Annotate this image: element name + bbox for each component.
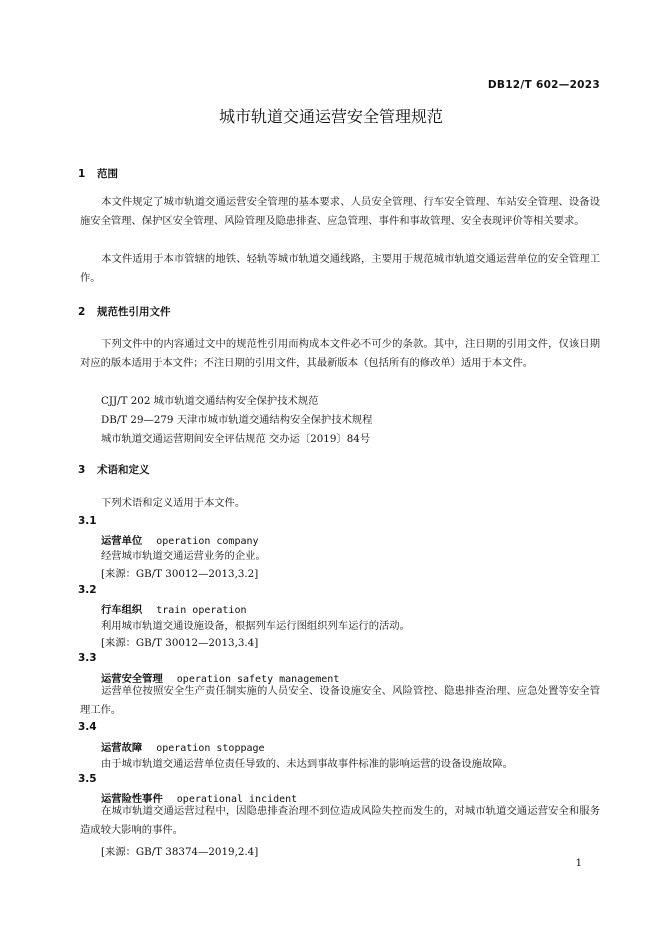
section-title: 规范性引用文件 bbox=[97, 306, 171, 318]
term-number: 3.1 bbox=[78, 515, 97, 527]
term-number: 3.3 bbox=[78, 652, 97, 664]
section-2-paragraph-1 bbox=[80, 335, 600, 373]
term-chinese: 运营安全管理 bbox=[101, 673, 163, 685]
term-english: operational incident bbox=[176, 794, 298, 805]
term-entry bbox=[101, 739, 265, 754]
section-number: 2 bbox=[78, 306, 86, 318]
term-definition bbox=[80, 682, 600, 720]
section-number: 3 bbox=[78, 464, 86, 476]
definition-text: 运营单位按照安全生产责任制实施的人员安全、设备设施安全、风险管控、隐患排查治理、应急处置等安全管理工作。 bbox=[80, 685, 600, 716]
definition-text: 在城市轨道交通运营过程中，因隐患排查治理不到位造成风险失控而发生的，对城市轨道交通运营安全和服务造成较大影响的事件。 bbox=[80, 805, 600, 836]
reference-item: CJJ/T 202 城市轨道交通结构安全保护技术规范 bbox=[101, 395, 319, 407]
term-chinese: 行车组织 bbox=[101, 604, 143, 616]
section-1-heading bbox=[78, 166, 118, 181]
paragraph-text: 本文件规定了城市轨道交通运营安全管理的基本要求、人员安全管理、行车安全管理、车站安全管理、设备设施安全管理、保护区安全管理、风险管理及隐患排查、应急管理、事件和事故管理、安全表现评价等相关要求。 bbox=[80, 196, 600, 227]
term-definition: 利用城市轨道交通设施设备，根据列车运行图组织列车运行的活动。 bbox=[101, 620, 410, 632]
section-1-paragraph-2 bbox=[80, 250, 600, 288]
term-definition: 经营城市轨道交通运营业务的企业。 bbox=[101, 550, 266, 562]
section-number: 1 bbox=[78, 168, 86, 180]
term-english: operation safety management bbox=[176, 674, 340, 685]
section-3-intro: 下列术语和定义适用于本文件。 bbox=[101, 497, 246, 509]
section-title: 范围 bbox=[97, 168, 118, 180]
term-english: operation company bbox=[156, 536, 259, 547]
term-source: [来源：GB/T 30012—2013,3.4] bbox=[101, 637, 259, 649]
section-2-heading bbox=[78, 304, 171, 319]
term-number: 3.2 bbox=[78, 584, 97, 596]
reference-item: DB/T 29—279 天津市城市轨道交通结构安全保护技术规程 bbox=[101, 414, 373, 426]
section-title: 术语和定义 bbox=[97, 464, 150, 476]
paragraph-text: 本文件适用于本市管辖的地铁、轻轨等城市轨道交通线路，主要用于规范城市轨道交通运营单位的安全管理工作。 bbox=[80, 253, 600, 284]
paragraph-text: 下列文件中的内容通过文中的规范性引用而构成本文件必不可少的条款。其中，注日期的引用文件，仅该日期对应的版本适用于本文件；不注日期的引用文件，其最新版本（包括所有的修改单）适用于本文件。 bbox=[80, 338, 600, 369]
section-1-paragraph-1 bbox=[80, 193, 600, 231]
term-number: 3.4 bbox=[78, 721, 97, 733]
term-entry bbox=[101, 601, 247, 616]
page-number: 1 bbox=[575, 858, 582, 869]
term-number: 3.5 bbox=[78, 773, 97, 785]
term-source: [来源：GB/T 38374—2019,2.4] bbox=[101, 846, 259, 858]
section-3-heading bbox=[78, 462, 150, 477]
reference-item: 城市轨道交通运营期间安全评估规范 交办运〔2019〕84号 bbox=[101, 433, 371, 445]
term-entry bbox=[101, 532, 259, 547]
term-chinese: 运营故障 bbox=[101, 742, 143, 754]
document-title: 城市轨道交通运营安全管理规范 bbox=[218, 107, 443, 126]
term-definition: 由于城市轨道交通运营单位责任导致的、未达到事故事件标准的影响运营的设备设施故障。 bbox=[101, 758, 513, 770]
term-chinese: 运营险性事件 bbox=[101, 793, 163, 805]
term-source: [来源：GB/T 30012—2013,3.2] bbox=[101, 568, 259, 580]
document-code: DB12/T 602—2023 bbox=[487, 79, 600, 91]
term-chinese: 运营单位 bbox=[101, 535, 143, 547]
term-english: train operation bbox=[156, 605, 247, 616]
term-definition bbox=[80, 802, 600, 840]
term-english: operation stoppage bbox=[156, 743, 265, 754]
